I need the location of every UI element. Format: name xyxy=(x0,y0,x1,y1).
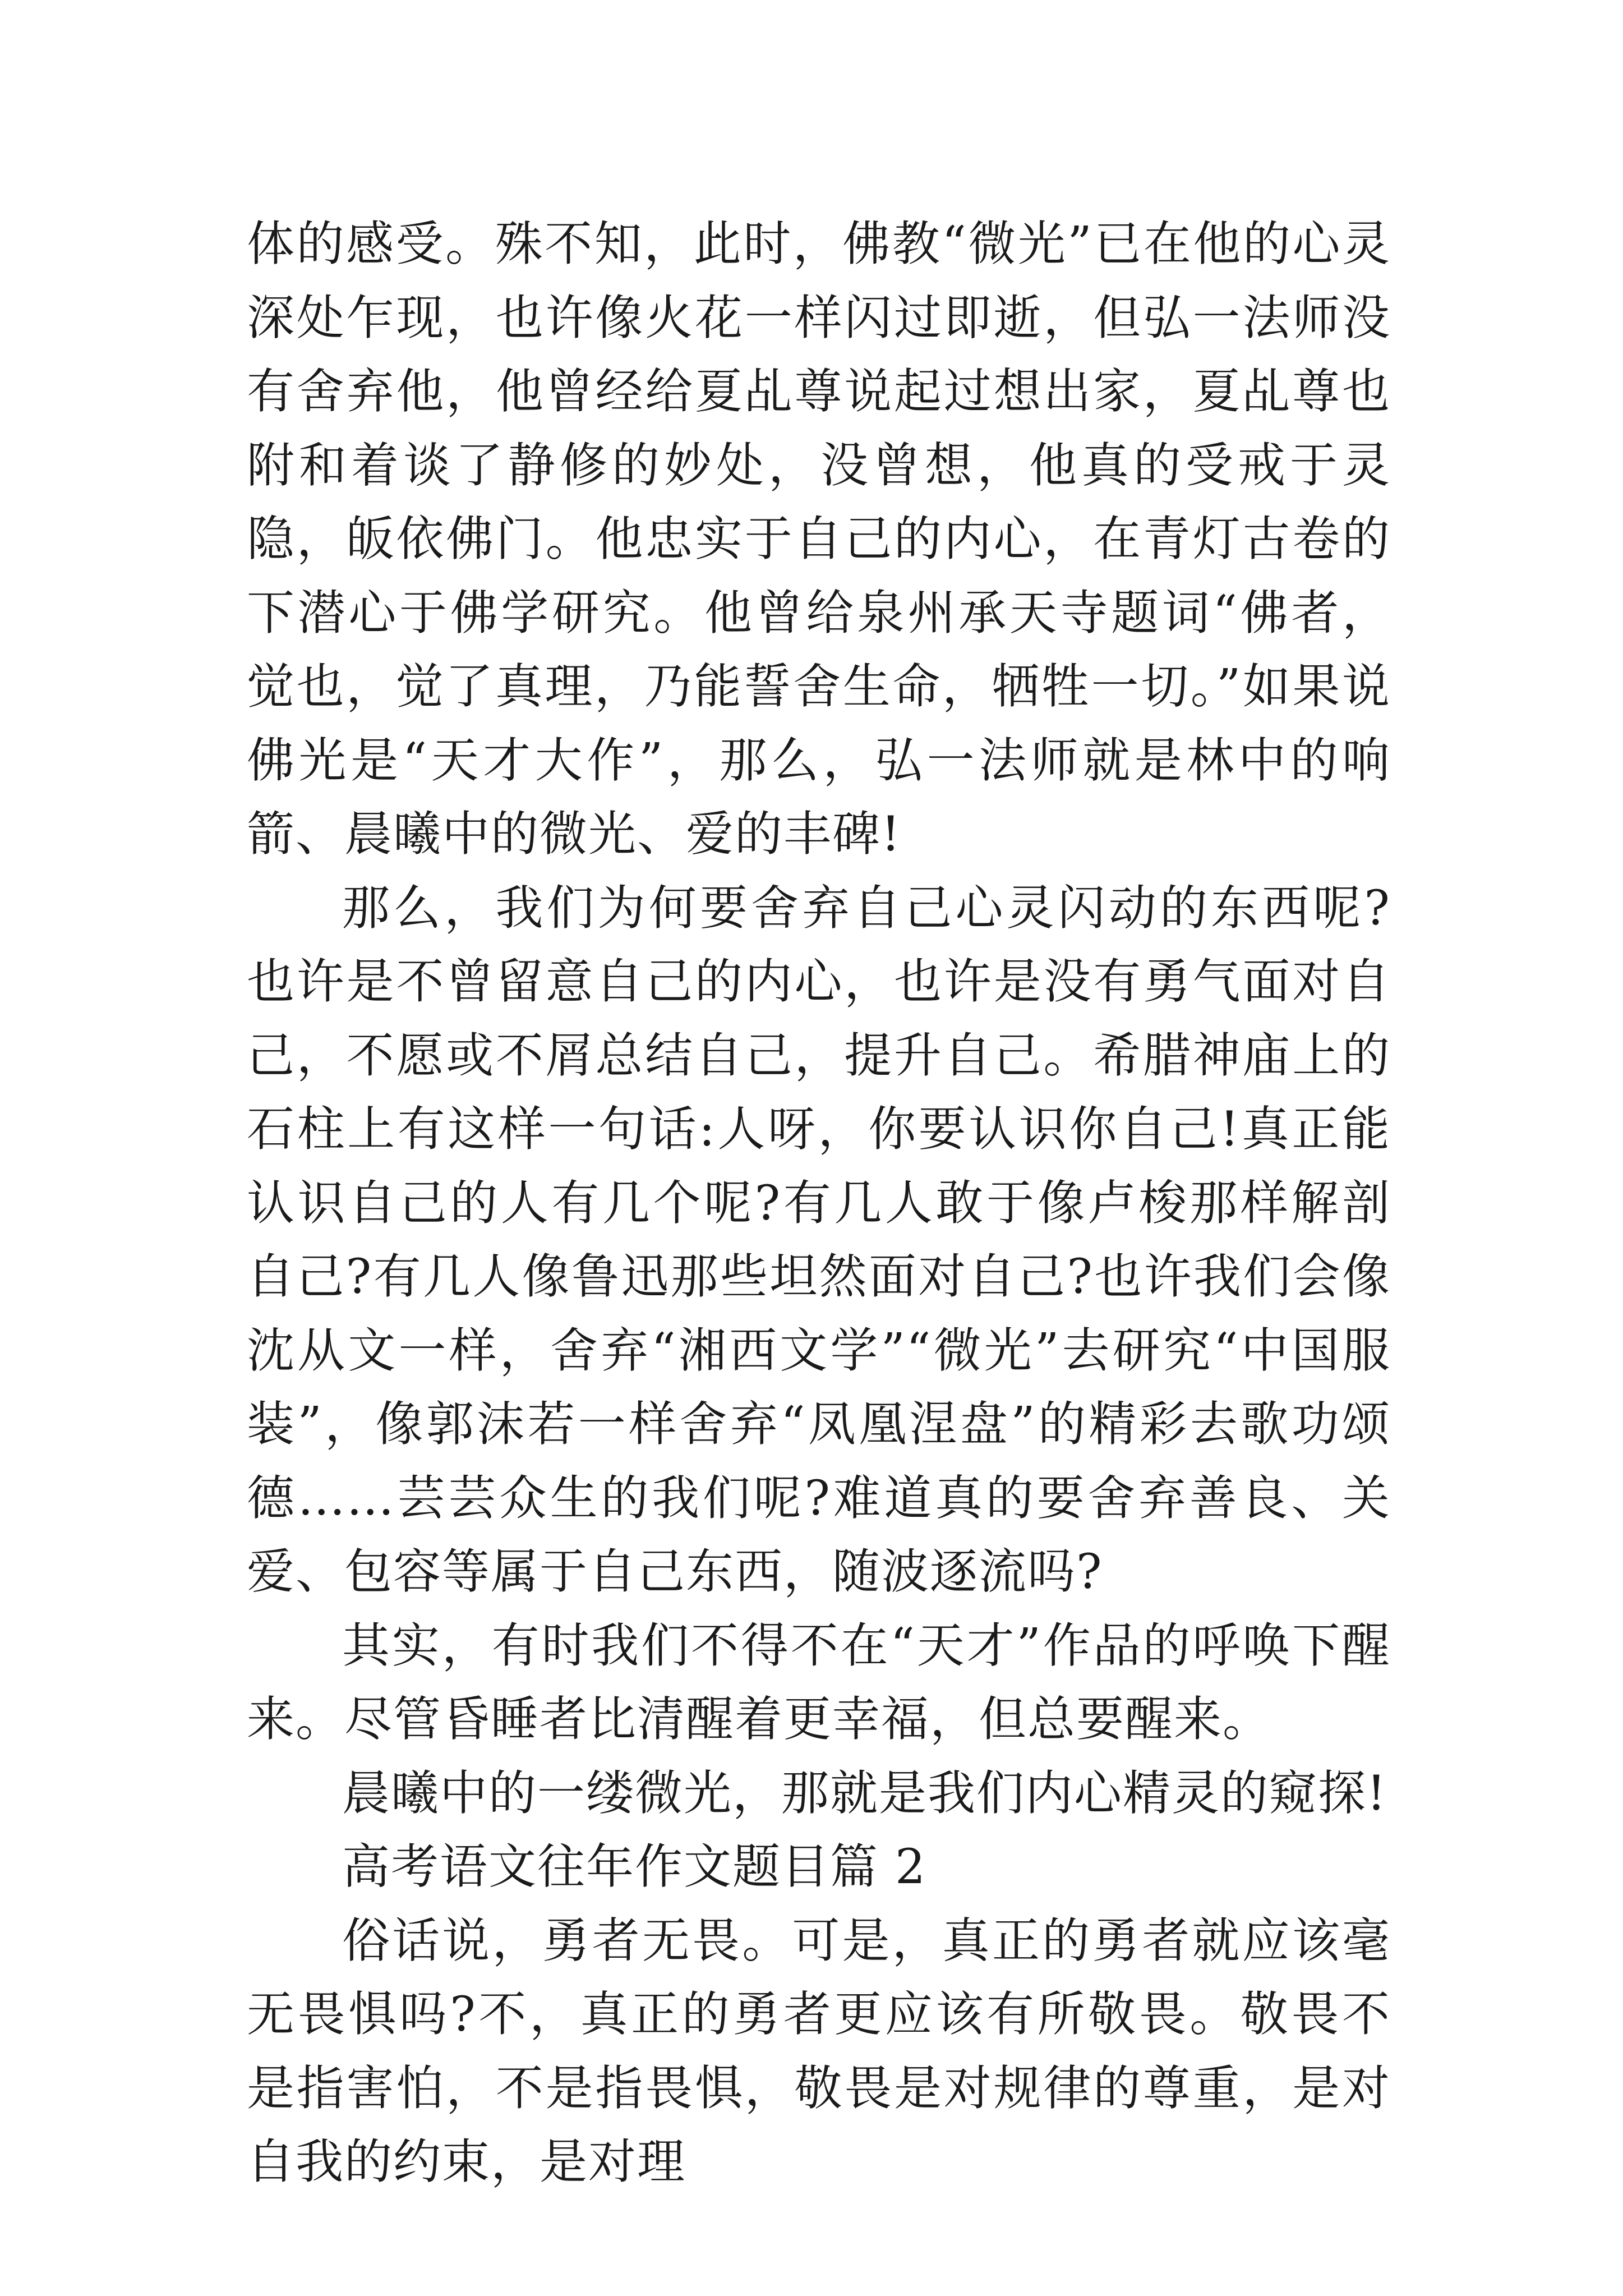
paragraph: 晨曦中的一缕微光，那就是我们内心精灵的窥探! xyxy=(342,1765,1387,1821)
paragraph-continuation: 体的感受。殊不知，此时，佛教“微光”已在他的心灵深处乍现，也许像火花一样闪过即逝，但弘一法师没有舍弃他，他曾经给夏乩尊说起过想出家，夏乩尊也附和着谈了静修的妙处，没曾想，他真的受戒于灵隐，皈依佛门。他忠实于自己的内心，在青灯古卷的下潜心于佛学研究。他曾给泉州承天寺题词“佛者，觉也，觉了真理，乃能誓舍生命，牺牲一切。”如果说佛光是“天才大作”，那么，弘一法师就是林中的响箭、晨曦中的微光、爱的丰碑! xyxy=(247,217,1391,862)
document-body xyxy=(247,208,1391,2200)
paragraph: 其实，有时我们不得不在“天才”作品的呼唤下醒来。尽管昏睡者比清醒着更幸福，但总要醒来。 xyxy=(247,1618,1391,1747)
paragraph: 那么，我们为何要舍弃自己心灵闪动的东西呢?也许是不曾留意自己的内心，也许是没有勇气面对自己，不愿或不屑总结自己，提升自己。希腊神庙上的石柱上有这样一句话:人呀，你要认识你自己!真正能认识自己的人有几个呢?有几人敢于像卢梭那样解剖自己?有几人像鲁迅那些坦然面对自己?也许我们会像沈从文一样，舍弃“湘西文学”“微光”去研究“中国服装”，像郭沫若一样舍弃“凤凰涅盘”的精彩去歌功颂德……芸芸众生的我们呢?难道真的要舍弃善良、关爱、包容等属于自己东西，随波逐流吗? xyxy=(247,880,1391,1600)
paragraph: 俗话说，勇者无畏。可是，真正的勇者就应该毫无畏惧吗?不，真正的勇者更应该有所敬畏。敬畏不是指害怕，不是指畏惧，敬畏是对规律的尊重，是对自我的约束，是对理 xyxy=(247,1913,1391,2190)
section-heading: 高考语文往年作文题目篇 2 xyxy=(342,1839,927,1895)
